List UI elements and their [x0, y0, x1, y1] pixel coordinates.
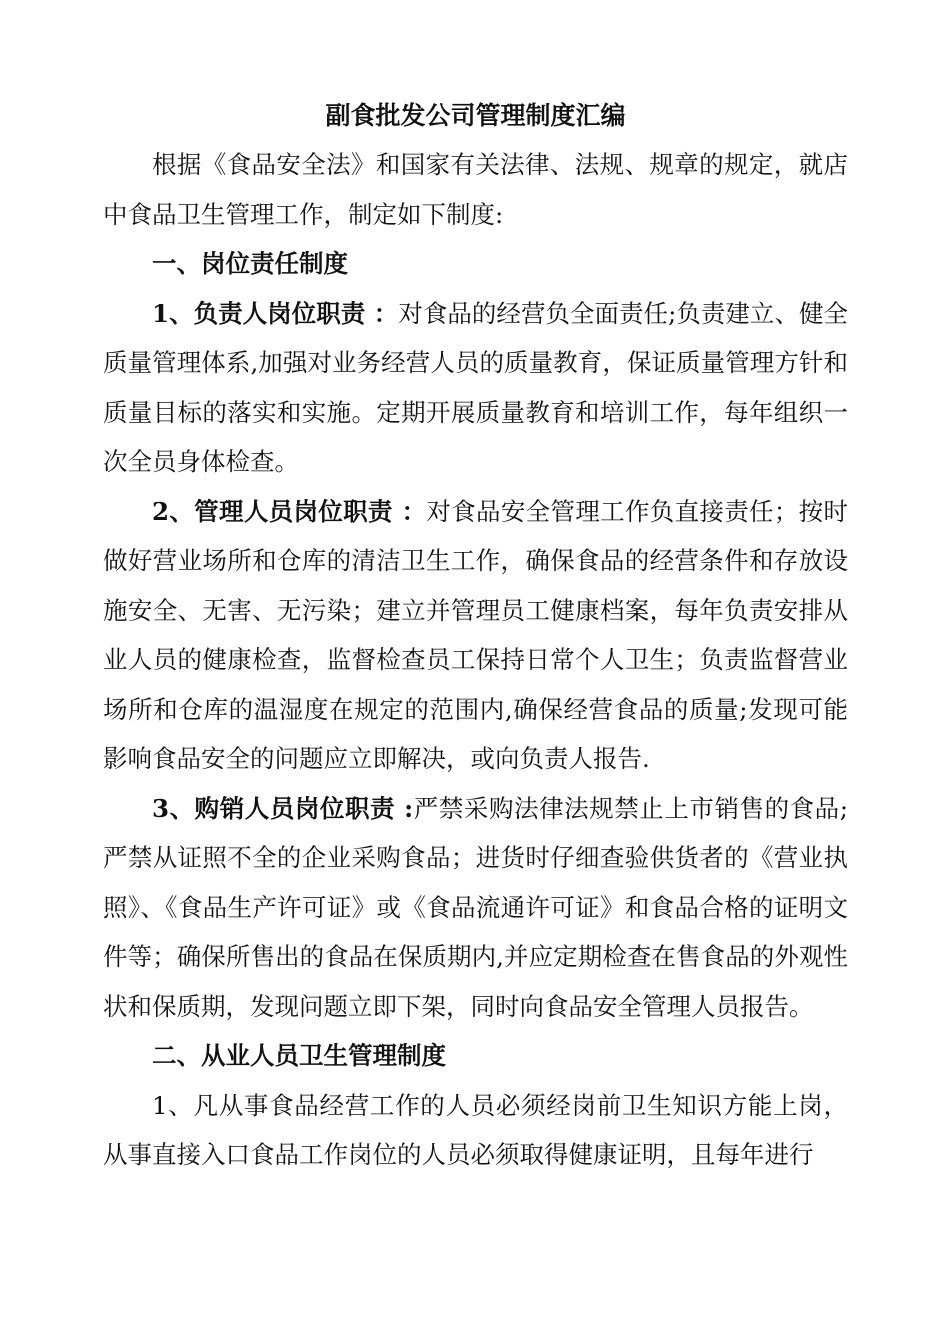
duty-text-1: 对食品的经营负全面责任;负责建立、健全质量管理体系,加强对业务经营人员的质量教育，保证质量管理方针和质量目标的落实和实施。定期开展质量教育和培训工作，每年组织一次全员身体检查。 [103, 298, 848, 476]
duty-text-3: 严禁采购法律法规禁止上市销售的食品;严禁从证照不全的企业采购食品；进货时仔细查验供货者的《营业执照》、《食品生产许可证》或《食品流通许可证》和食品合格的证明文件等；确保所售出的食品在保质期内,并应定期检查在售食品的外观性状和保质期，发现问题立即下架，同时向食品安全管理人员报告。 [103, 793, 848, 1021]
section-heading-1: 一、岗位责任制度 [152, 249, 348, 278]
duty-paragraph-3 [103, 784, 848, 1032]
duty-lead-1: 1、负责人岗位职责 ： [152, 298, 399, 328]
document-page [103, 96, 848, 1180]
section-heading-2: 二、从业人员卫生管理制度 [152, 1041, 446, 1070]
duty-text-2: 对食品安全管理工作负直接责任；按时做好营业场所和仓库的清洁卫生工作，确保食品的经营条件和存放设施安全、无害、无污染；建立并管理员工健康档案，每年负责安排从业人员的健康检查，监督检查员工保持日常个人卫生；负责监督营业场所和仓库的温湿度在规定的范围内,确保经营食品的质量;发现可能影响食品安全的问题应立即解决，或向负责人报告. [103, 496, 849, 773]
duty-paragraph-1 [103, 289, 848, 487]
hygiene-paragraph-1: 1、凡从事食品经营工作的人员必须经岗前卫生知识方能上岗，从事直接入口食品工作岗位的人员必须取得健康证明，且每年进行 [103, 1090, 848, 1169]
duty-lead-2: 2、管理人员岗位职责 ： [152, 496, 427, 526]
duty-lead-3: 3、购销人员岗位职责 : [152, 793, 414, 823]
document-title: 副食批发公司管理制度汇编 [325, 101, 626, 130]
intro-paragraph: 根据《食品安全法》和国家有关法律、法规、规章的规定，就店中食品卫生管理工作，制定如下制度: [103, 150, 848, 229]
duty-paragraph-2 [103, 487, 848, 784]
